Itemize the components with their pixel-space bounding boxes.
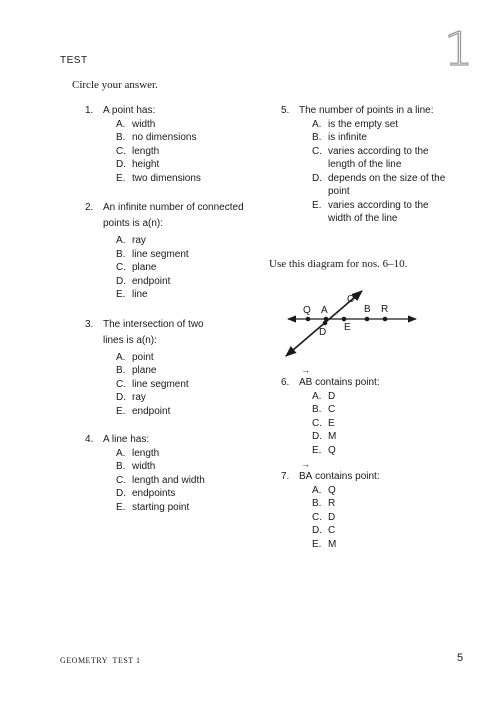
option[interactable]: C. plane: [116, 262, 157, 273]
option[interactable]: D. M: [312, 431, 337, 442]
option[interactable]: D. ray: [116, 392, 146, 403]
ray-arrow-icon: →: [301, 459, 311, 469]
option[interactable]: B. C: [312, 404, 336, 415]
page-number: 5: [457, 652, 464, 664]
option[interactable]: B. width: [116, 461, 156, 472]
label-q: Q: [303, 305, 311, 316]
point-r: [383, 317, 388, 322]
question-number: 3.: [85, 318, 94, 330]
option[interactable]: E. starting point: [116, 501, 190, 513]
option[interactable]: E. Q: [312, 444, 336, 456]
label-c: C: [347, 294, 355, 305]
ray-ba: → BA: [299, 459, 313, 482]
point-q: [306, 317, 311, 322]
point-e: [342, 317, 347, 322]
option[interactable]: B. R: [312, 498, 336, 509]
option[interactable]: B. no dimensions: [116, 132, 197, 143]
option[interactable]: C. D: [312, 511, 336, 523]
question-2: [85, 200, 255, 302]
question-6: [281, 365, 446, 457]
option[interactable]: A. is the empty set: [312, 118, 399, 130]
option[interactable]: A. width: [116, 118, 156, 130]
question-1: [85, 104, 255, 185]
label-r: R: [381, 304, 389, 315]
option[interactable]: E. varies according to the width of the line: [312, 199, 429, 224]
option[interactable]: A. ray: [116, 235, 146, 246]
label-e: E: [344, 322, 351, 333]
point-d: [323, 321, 328, 326]
option[interactable]: E. M: [312, 538, 337, 550]
question-text: → BA contains point:: [299, 459, 380, 482]
option[interactable]: D. endpoint: [116, 275, 171, 287]
question-number: 5.: [281, 105, 290, 116]
section-number: 1: [444, 22, 474, 76]
option[interactable]: D. endpoints: [116, 488, 176, 499]
point-a: [324, 317, 329, 322]
ray-ab: → AB: [299, 365, 313, 388]
geometry-diagram: [280, 288, 420, 363]
option[interactable]: C. E: [312, 417, 335, 429]
option[interactable]: A. Q: [312, 484, 336, 496]
option[interactable]: A. point: [116, 351, 154, 363]
option[interactable]: B. is infinite: [312, 132, 367, 143]
option[interactable]: C. varies according to the length of the line: [312, 145, 429, 170]
question-text: The intersection of two lines is a(n):: [103, 318, 204, 346]
question-number: 6.: [281, 377, 290, 388]
question-7: [281, 459, 446, 551]
option[interactable]: E. two dimensions: [116, 172, 201, 184]
ray-arrow-icon: →: [301, 365, 311, 375]
footer-title: GEOMETRY TEST 1: [60, 656, 141, 665]
option[interactable]: B. line segment: [116, 248, 189, 260]
question-4: [85, 433, 255, 514]
option[interactable]: C. length and width: [116, 474, 205, 486]
option[interactable]: A. D: [312, 390, 336, 402]
test-label: TEST: [60, 55, 88, 66]
label-d: D: [319, 327, 327, 338]
question-text: → AB contains point:: [299, 365, 380, 388]
question-3: [85, 317, 205, 419]
label-b: B: [364, 304, 371, 315]
label-a: A: [321, 305, 328, 316]
option[interactable]: E. endpoint: [116, 405, 171, 417]
question-number: 7.: [281, 471, 290, 482]
question-number: 2.: [85, 202, 94, 213]
option[interactable]: D. depends on the size of the point: [312, 172, 446, 197]
diagram-note: Use this diagram for nos. 6–10.: [269, 258, 408, 270]
option[interactable]: A. length: [116, 447, 160, 459]
left-column: [85, 104, 255, 529]
point-b: [365, 317, 370, 322]
option[interactable]: D. C: [312, 525, 336, 536]
option[interactable]: C. length: [116, 145, 160, 157]
option[interactable]: B. plane: [116, 365, 157, 376]
option[interactable]: D. height: [116, 159, 160, 170]
question-text: A point has:: [103, 105, 156, 116]
question-text: An infinite number of connected points is a(n):: [103, 202, 244, 229]
instructions: Circle your answer.: [72, 79, 158, 91]
question-text: A line has:: [103, 434, 150, 445]
question-5: [281, 104, 446, 226]
option[interactable]: C. line segment: [116, 378, 189, 390]
question-number: 1.: [85, 105, 94, 116]
question-number: 4.: [85, 434, 94, 445]
option[interactable]: E. line: [116, 289, 148, 300]
question-text: The number of points in a line:: [299, 105, 434, 116]
